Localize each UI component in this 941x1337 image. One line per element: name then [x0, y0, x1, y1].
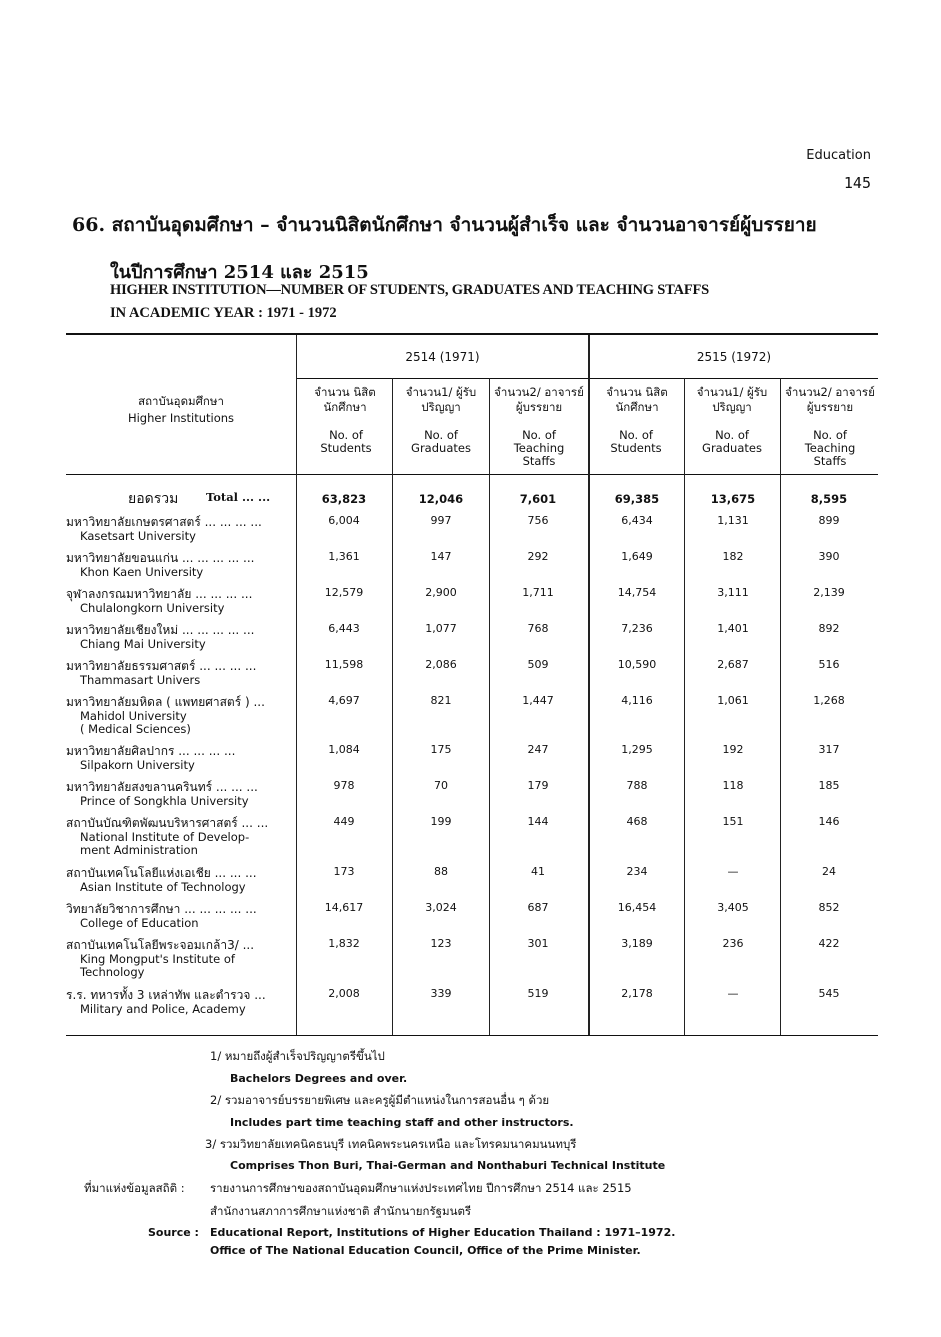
institution-name-thai: สถาบันเทคโนโลยีแห่งเอเชีย ... ... ...	[66, 866, 257, 880]
institution-name-thai: มหาวิทยาลัยเชียงใหม่ ... ... ... ... ...	[66, 623, 255, 637]
institution-name-english: King Mongput's Institute of Technology	[80, 952, 235, 979]
source-english-line1: Educational Report, Institutions of Higher Education Thailand : 1971–1972.	[210, 1226, 676, 1239]
table-cell: 1,268	[813, 694, 845, 707]
total-label-thai: ยอดรวม	[128, 491, 179, 507]
table-cell: 545	[818, 987, 840, 1000]
table-cell: 41	[531, 865, 545, 878]
table-cell: 339	[430, 987, 452, 1000]
footnote-1-thai: 1/ หมายถึงผู้สำเร็จปริญญาตรีขึ้นไป	[210, 1049, 385, 1063]
table-cell: 3,189	[621, 937, 653, 950]
institution-name-thai: วิทยาลัยวิชาการศึกษา ... ... ... ... ...	[66, 902, 257, 916]
table-cell: —	[727, 865, 739, 878]
table-cell: 7,236	[621, 622, 653, 635]
table-cell: 788	[626, 779, 648, 792]
subheader-rule	[296, 378, 878, 379]
table-cell: 1,077	[425, 622, 457, 635]
table-cell: 147	[430, 550, 452, 563]
institution-name-english: Mahidol University ( Medical Sciences)	[80, 709, 191, 736]
source-label-english: Source :	[148, 1226, 199, 1239]
table-cell: 3,405	[717, 901, 749, 914]
table-cell: 1,361	[328, 550, 360, 563]
institution-name-english: Military and Police, Academy	[80, 1002, 246, 1016]
page-number: 145	[843, 174, 871, 192]
title-thai-line1: 66. สถาบันอุดมศึกษา – จำนวนนิสิตนักศึกษา จำนวนผู้สำเร็จ และ จำนวนอาจารย์ผู้บรรยาย	[72, 214, 817, 236]
table-cell: 144	[527, 815, 549, 828]
stub-header-english: Higher Institutions	[127, 411, 235, 425]
header-divider-rule	[66, 474, 878, 475]
institution-name-english: Silpakorn University	[80, 758, 195, 772]
table-cell: 185	[818, 779, 840, 792]
institution-name-thai: สถาบันบัณฑิตพัฒนบริหารศาสตร์ ... ...	[66, 816, 269, 830]
institution-name-english: Prince of Songkhla University	[80, 794, 249, 808]
column-header-thai: จำนวน นิสิต นักศึกษา	[314, 385, 376, 414]
table-cell: 1,447	[522, 694, 554, 707]
institution-name-thai: จุฬาลงกรณมหาวิทยาลัย ... ... ... ...	[66, 587, 253, 601]
footnote-3-thai: 3/ รวมวิทยาลัยเทคนิคธนบุรี เทคนิคพระนครเหนือ และโทรคมนาคมนนทบุรี	[205, 1137, 577, 1151]
table-cell: 3,111	[717, 586, 749, 599]
table-cell: 899	[818, 514, 840, 527]
table-cell: 118	[722, 779, 744, 792]
column-rule	[392, 378, 393, 1035]
table-cell: 3,024	[425, 901, 457, 914]
total-value: 69,385	[614, 492, 660, 506]
table-cell: 892	[818, 622, 840, 635]
table-cell: 516	[818, 658, 840, 671]
title-thai-line2: ในปีการศึกษา 2514 และ 2515	[110, 262, 369, 283]
institution-name-thai: มหาวิทยาลัยขอนแก่น ... ... ... ... ...	[66, 551, 255, 565]
table-cell: 6,434	[621, 514, 653, 527]
table-cell: 1,061	[717, 694, 749, 707]
table-cell: 14,754	[617, 586, 657, 599]
table-cell: 2,008	[328, 987, 360, 1000]
institution-name-thai: สถาบันเทคโนโลยีพระจอมเกล้า3/ ...	[66, 938, 255, 952]
column-rule	[489, 378, 490, 1035]
total-value: 7,601	[519, 492, 557, 506]
column-rule	[296, 335, 297, 1035]
table-cell: 12,579	[324, 586, 364, 599]
column-rule	[684, 378, 685, 1035]
table-cell: 1,131	[717, 514, 749, 527]
table-cell: 449	[333, 815, 355, 828]
footnote-2-english: Includes part time teaching staff and other instructors.	[230, 1116, 574, 1129]
column-header-english: No. of Students	[610, 428, 662, 455]
column-header-thai: จำนวน1/ ผู้รับปริญญา	[405, 385, 477, 414]
table-cell: 151	[722, 815, 744, 828]
institution-name-thai: มหาวิทยาลัยธรรมศาสตร์ ... ... ... ...	[66, 659, 257, 673]
column-header-thai: จำนวน นิสิต นักศึกษา	[606, 385, 668, 414]
column-rule	[588, 335, 590, 1035]
table-cell: 1,711	[522, 586, 554, 599]
institution-name-thai: มหาวิทยาลัยศิลปากร ... ... ... ...	[66, 744, 236, 758]
table-cell: 687	[527, 901, 549, 914]
column-header-english: No. of Teaching Staffs	[513, 428, 565, 468]
institution-name-english: College of Education	[80, 916, 199, 930]
table-cell: 6,004	[328, 514, 360, 527]
source-thai-line1: รายงานการศึกษาของสถาบันอุดมศึกษาแห่งประเทศไทย ปีการศึกษา 2514 และ 2515	[210, 1181, 632, 1195]
table-cell: 146	[818, 815, 840, 828]
table-cell: 4,116	[621, 694, 653, 707]
institution-name-thai: มหาวิทยาลัยเกษตรศาสตร์ ... ... ... ...	[66, 515, 262, 529]
stub-header-thai: สถาบันอุดมศึกษา	[138, 394, 224, 408]
table-cell: 14,617	[324, 901, 364, 914]
table-cell: 1,401	[717, 622, 749, 635]
institution-name-thai: มหาวิทยาลัยสงขลานครินทร์ ... ... ...	[66, 780, 258, 794]
table-cell: 978	[333, 779, 355, 792]
total-label-english: Total ... ...	[206, 490, 271, 504]
table-cell: 234	[626, 865, 648, 878]
source-english-line2: Office of The National Education Council, Office of the Prime Minister.	[210, 1244, 641, 1257]
column-header-english: No. of Graduates	[702, 428, 762, 455]
table-cell: 468	[626, 815, 648, 828]
column-header-english: No. of Graduates	[411, 428, 471, 455]
total-value: 12,046	[418, 492, 464, 506]
table-cell: 519	[527, 987, 549, 1000]
total-value: 8,595	[810, 492, 848, 506]
total-value: 13,675	[710, 492, 756, 506]
table-cell: 2,687	[717, 658, 749, 671]
table-cell: 70	[434, 779, 448, 792]
institution-name-english: National Institute of Develop- ment Administration	[80, 830, 250, 857]
table-cell: 247	[527, 743, 549, 756]
year-header: 2515 (1972)	[696, 350, 772, 364]
table-cell: 821	[430, 694, 452, 707]
table-cell: 768	[527, 622, 549, 635]
table-cell: 2,178	[621, 987, 653, 1000]
table-cell: 997	[430, 514, 452, 527]
total-value: 63,823	[321, 492, 367, 506]
column-rule	[780, 378, 781, 1035]
source-label-thai: ที่มาแห่งข้อมูลสถิติ :	[84, 1181, 185, 1195]
table-cell: 236	[722, 937, 744, 950]
source-thai-line2: สำนักงานสภาการศึกษาแห่งชาติ สำนักนายกรัฐมนตรี	[210, 1204, 472, 1218]
column-header-english: No. of Students	[320, 428, 372, 455]
section-label: Education	[806, 148, 871, 163]
institution-name-thai: มหาวิทยาลัยมหิดล ( แพทยศาสตร์ ) ...	[66, 695, 265, 709]
table-cell: 4,697	[328, 694, 360, 707]
table-cell: 2,900	[425, 586, 457, 599]
table-cell: 1,832	[328, 937, 360, 950]
footnote-3-english: Comprises Thon Buri, Thai-German and Nonthaburi Technical Institute	[230, 1159, 666, 1172]
year-header: 2514 (1971)	[405, 350, 480, 364]
footnote-2-thai: 2/ รวมอาจารย์บรรยายพิเศษ และครูผู้มีตำแหน่งในการสอนอื่น ๆ ด้วย	[210, 1093, 550, 1107]
title-english-line1: HIGHER INSTITUTION—NUMBER OF STUDENTS, GRADUATES AND TEACHING STAFFS	[110, 282, 710, 298]
table-cell: 6,443	[328, 622, 360, 635]
table-top-rule	[66, 333, 878, 335]
institution-name-thai: ร.ร. ทหารทั้ง 3 เหล่าทัพ และตำรวจ ...	[66, 988, 266, 1002]
institution-name-english: Asian Institute of Technology	[80, 880, 246, 894]
table-cell: 390	[818, 550, 840, 563]
table-cell: 292	[527, 550, 549, 563]
column-header-thai: จำนวน2/ อาจารย์ผู้บรรยาย	[494, 385, 584, 414]
table-cell: 317	[818, 743, 840, 756]
footnote-1-english: Bachelors Degrees and over.	[230, 1072, 408, 1085]
table-cell: 1,649	[621, 550, 653, 563]
table-cell: 756	[527, 514, 549, 527]
table-cell: 1,295	[621, 743, 653, 756]
table-cell: 11,598	[324, 658, 364, 671]
institution-name-english: Chulalongkorn University	[80, 601, 225, 615]
title-english-line2: IN ACADEMIC YEAR : 1971 - 1972	[110, 305, 337, 321]
table-cell: 173	[333, 865, 355, 878]
column-header-english: No. of Teaching Staffs	[804, 428, 856, 468]
table-cell: 24	[822, 865, 836, 878]
table-cell: 2,139	[813, 586, 845, 599]
table-cell: 16,454	[617, 901, 657, 914]
table-cell: 192	[722, 743, 744, 756]
table-cell: 10,590	[617, 658, 657, 671]
table-cell: 2,086	[425, 658, 457, 671]
table-cell: 1,084	[328, 743, 360, 756]
table-cell: 179	[527, 779, 549, 792]
table-cell: 422	[818, 937, 840, 950]
institution-name-english: Khon Kaen University	[80, 565, 204, 579]
table-cell: 123	[430, 937, 452, 950]
table-cell: 88	[434, 865, 448, 878]
table-cell: 175	[430, 743, 452, 756]
column-header-thai: จำนวน1/ ผู้รับปริญญา	[696, 385, 768, 414]
table-cell: 182	[722, 550, 744, 563]
institution-name-english: Kasetsart University	[80, 529, 196, 543]
column-header-thai: จำนวน2/ อาจารย์ผู้บรรยาย	[785, 385, 875, 414]
table-cell: 852	[818, 901, 840, 914]
table-cell: 509	[527, 658, 549, 671]
institution-name-english: Thammasart Univers	[80, 673, 201, 687]
table-bottom-rule	[66, 1035, 878, 1036]
table-cell: 199	[430, 815, 452, 828]
table-cell: 301	[527, 937, 549, 950]
table-cell: —	[727, 987, 739, 1000]
institution-name-english: Chiang Mai University	[80, 637, 206, 651]
